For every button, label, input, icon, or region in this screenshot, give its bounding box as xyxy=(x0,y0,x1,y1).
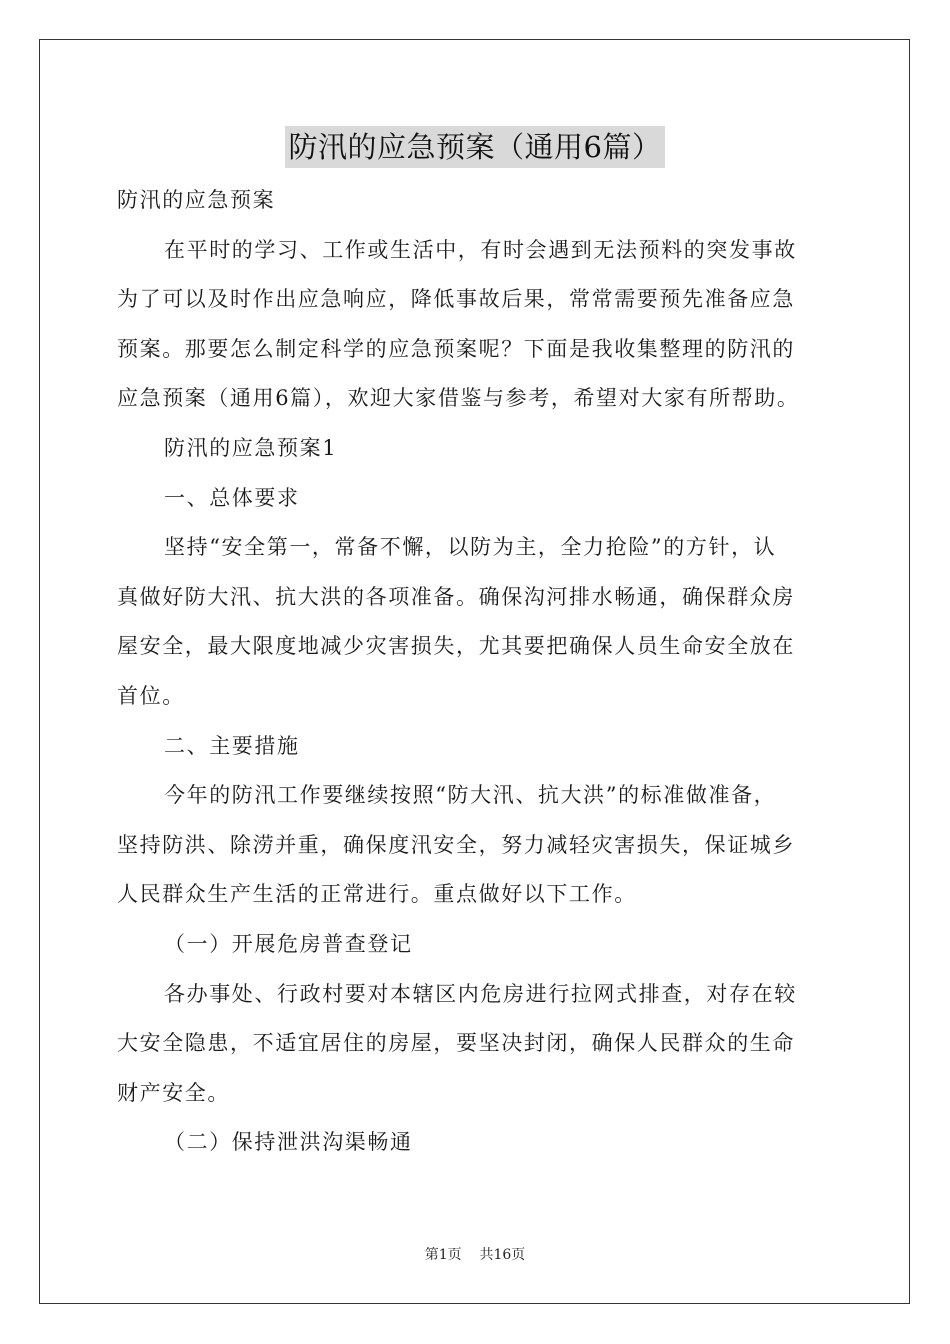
text-line: 各办事处、行政村要对本辖区内危房进行拉网式排查，对存在较 xyxy=(164,981,797,1006)
text-line: 坚持防洪、除涝并重，确保度汛安全，努力减轻灾害损失，保证城乡 xyxy=(117,832,795,857)
page-number: 第1页 xyxy=(424,1247,462,1263)
text-line: 一、总体要求 xyxy=(164,485,300,510)
text-line: 坚持“安全第一，常备不懈，以防为主，全力抢险”的方针，认 xyxy=(164,535,777,560)
text-line: （二）保持泄洪沟渠畅通 xyxy=(164,1130,413,1155)
text-line: 在平时的学习、工作或生活中，有时会遇到无法预料的突发事故 xyxy=(164,237,797,262)
text-line: 防汛的应急预案1 xyxy=(164,435,338,460)
title-container xyxy=(0,126,950,168)
text-line: 二、主要措施 xyxy=(164,733,300,758)
page-footer xyxy=(0,1244,950,1264)
page-total: 共16页 xyxy=(479,1247,526,1263)
text-line: 今年的防汛工作要继续按照“防大汛、抗大洪”的标准做准备， xyxy=(164,783,777,808)
text-line: 为了可以及时作出应急响应，降低事故后果，常常需要预先准备应急 xyxy=(117,287,795,312)
text-line: 真做好防大汛、抗大洪的各项准备。确保沟河排水畅通，确保群众房 xyxy=(117,584,795,609)
text-line: 预案。那要怎么制定科学的应急预案呢？下面是我收集整理的防汛的 xyxy=(117,336,795,361)
text-line: 人民群众生产生活的正常进行。重点做好以下工作。 xyxy=(117,882,637,907)
text-line: 应急预案（通用6篇），欢迎大家借鉴与参考，希望对大家有所帮助。 xyxy=(117,386,800,411)
text-line: 大安全隐患，不适宜居住的房屋，要坚决封闭，确保人民群众的生命 xyxy=(117,1031,795,1056)
document-body xyxy=(117,176,837,1168)
document-title: 防汛的应急预案（通用6篇） xyxy=(285,126,666,168)
text-line: （一）开展危房普查登记 xyxy=(164,931,413,956)
text-line: 财产安全。 xyxy=(117,1080,230,1105)
text-line: 屋安全，最大限度地减少灾害损失，尤其要把确保人员生命安全放在 xyxy=(117,634,795,659)
text-line: 首位。 xyxy=(117,683,185,708)
text-line: 防汛的应急预案 xyxy=(117,188,276,212)
